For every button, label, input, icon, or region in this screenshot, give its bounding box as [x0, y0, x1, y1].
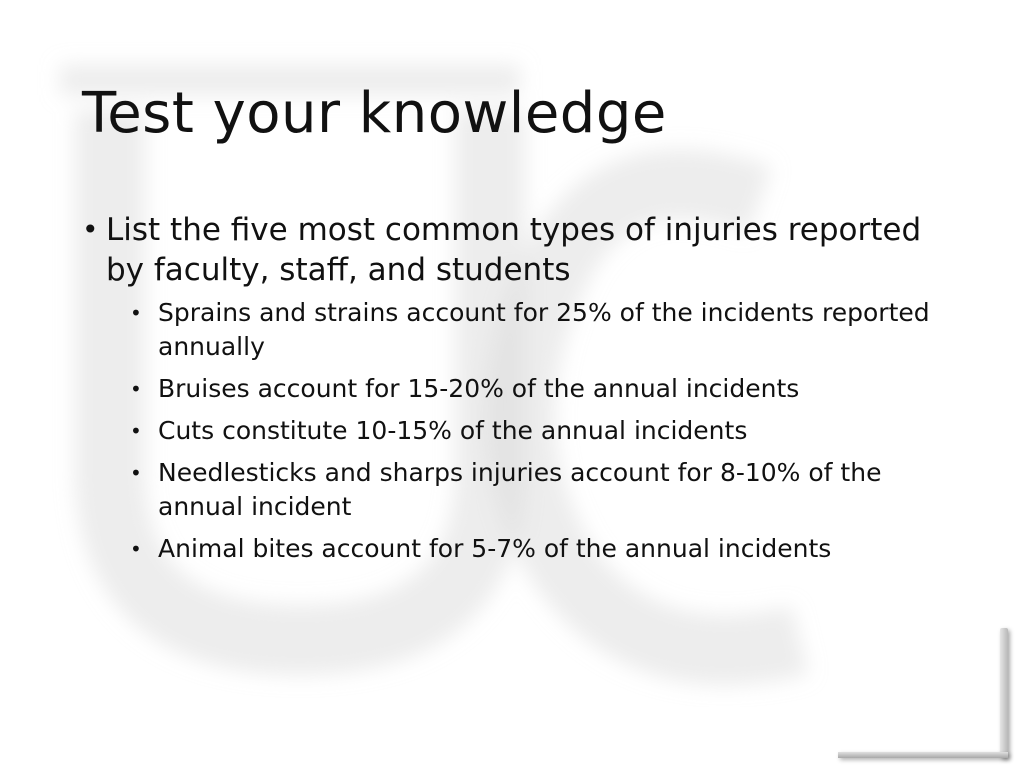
main-bullet-item [82, 210, 942, 290]
slide-title: Test your knowledge [82, 81, 667, 146]
bullet-icon: • [130, 377, 142, 401]
bullet-icon: • [130, 301, 142, 325]
sub-bullet-text: Needlesticks and sharps injuries account for 8-10% of the annual incident [158, 458, 882, 521]
page-curl-shadow-right [1000, 628, 1008, 758]
slide-body [82, 210, 942, 574]
list-item [82, 296, 942, 364]
sub-bullet-list [82, 296, 942, 566]
bullet-icon: • [130, 461, 142, 485]
sub-bullet-text: Animal bites account for 5-7% of the annual incidents [158, 534, 832, 563]
main-bullet-text: List the five most common types of injuries reported by faculty, staff, and students [106, 212, 922, 288]
bullet-icon: • [130, 537, 142, 561]
page-curl-shadow-bottom [838, 752, 1008, 758]
sub-bullet-text: Bruises account for 15-20% of the annual incidents [158, 374, 800, 403]
list-item [82, 532, 942, 566]
sub-bullet-text: Sprains and strains account for 25% of the incidents reported annually [158, 298, 930, 361]
bullet-icon: • [130, 419, 142, 443]
bullet-icon: • [82, 213, 99, 246]
sub-bullet-text: Cuts constitute 10-15% of the annual incidents [158, 416, 748, 445]
list-item [82, 372, 942, 406]
list-item [82, 456, 942, 524]
list-item [82, 414, 942, 448]
